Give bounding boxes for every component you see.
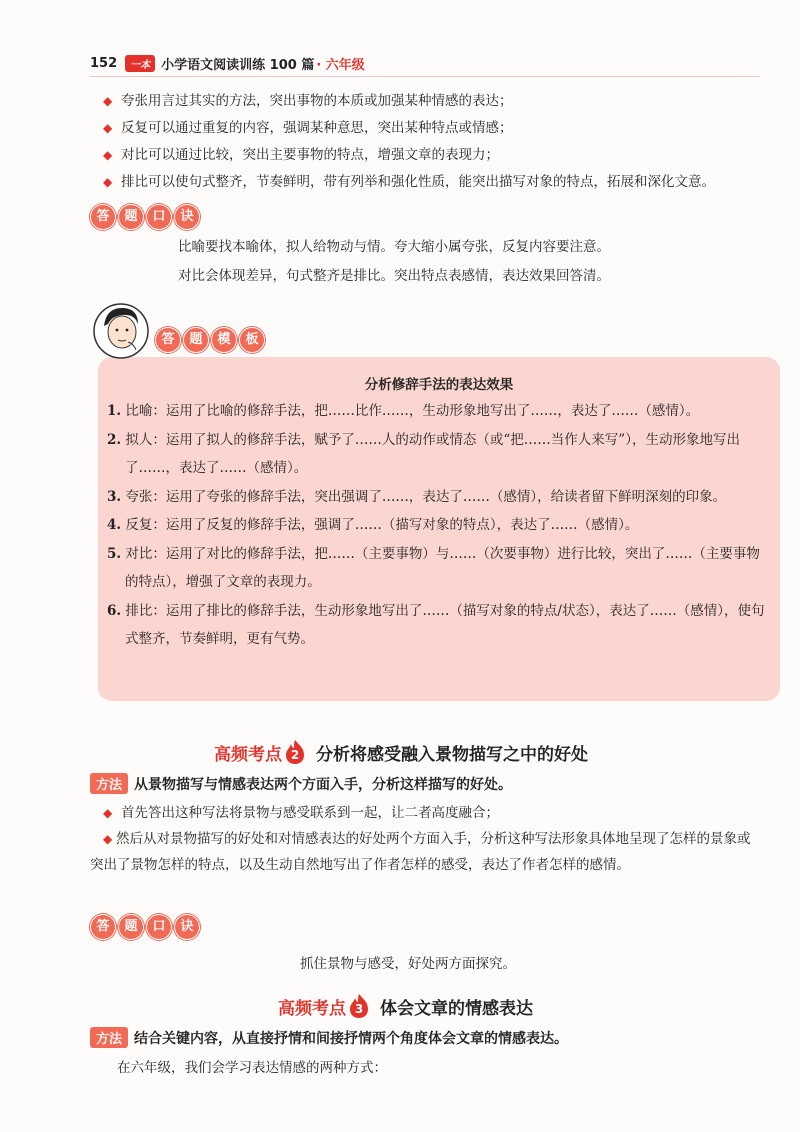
- template-label: 答 题 模 板: [155, 327, 265, 353]
- mnemonic-verse: 比喻要找本喻体，拟人给物动与情。夸大缩小属夸张，反复内容要注意。 对比会体现差异，句式整齐是排比。突出特点表感情，表达效果回答清。: [178, 239, 610, 284]
- list-item: ◆ 排比可以使句式整齐，节奏鲜明，带有列举和强化性质，能突出描写对象的特点，拓展和深化文意。: [103, 169, 763, 196]
- template-item: 1. 比喻：运用了比喻的修辞手法，把……比作……，生动形象地写出了……，表达了……（感情）。: [107, 403, 700, 419]
- method-tag: 方法: [90, 1027, 128, 1048]
- page-number: 152: [90, 55, 118, 71]
- list-item: ◆ 首先答出这种写法将景物与感受联系到一起，让二者高度融合；: [103, 800, 763, 826]
- list-item: ◆ 反复可以通过重复的内容，强调某种意思，突出某种特点或情感；: [103, 115, 763, 142]
- section2-paragraph: ◆ 然后从对景物描写的好处和对情感表达的好处两个方面入手，分析这种写法形象具体地呈现了怎样的景象或突出了景物怎样的特点，以及生动自然地写出了作者怎样的感受，表达了作者怎样的感情。: [90, 831, 751, 873]
- bullet-icon: ◆: [103, 94, 113, 108]
- template-item: 6. 排比：运用了排比的修辞手法，生动形象地写出了……（描写对象的特点/状态），表达了……（感情），使句式整齐，节奏鲜明，更有气势。: [107, 602, 765, 647]
- section-heading-3: 高频考点 3 体会文章的情感表达: [278, 993, 533, 1019]
- mnemonic-label: 答 题 口 诀: [90, 204, 200, 230]
- bullet-icon: ◆: [103, 806, 113, 820]
- section2-list: [103, 800, 763, 826]
- template-item: 5. 对比：运用了对比的修辞手法，把……（主要事物）与……（次要事物）进行比较，突出了……（主要事物的特点），增强了文章的表现力。: [107, 545, 760, 590]
- bullet-icon: ◆: [103, 148, 113, 162]
- template-item: 2. 拟人：运用了拟人的修辞手法，赋予了……人的动作或情态（或“把……当作人来写”），生动形象地写出了……，表达了……（感情）。: [107, 431, 740, 476]
- rhetoric-effects-list: [103, 88, 763, 196]
- header-divider: [90, 76, 760, 77]
- method-line-3: 方法 结合关键内容，从直接抒情和间接抒情两个角度体会文章的情感表达。: [90, 1027, 568, 1048]
- book-title: 小学语文阅读训练 100 篇: [161, 57, 315, 73]
- svg-text:2: 2: [290, 748, 300, 762]
- template-item: 3. 夸张：运用了夸张的修辞手法，突出强调了……，表达了……（感情），给读者留下鲜明深刻的印象。: [107, 488, 727, 505]
- method-line-2: 方法 从景物描写与情感表达两个方面入手，分析这样描写的好处。: [90, 773, 512, 794]
- svg-text:3: 3: [354, 1002, 364, 1016]
- section3-intro: 在六年级，我们会学习表达情感的两种方式：: [117, 1060, 387, 1076]
- bullet-icon: ◆: [103, 121, 113, 135]
- page-header: [90, 52, 365, 74]
- flame-number-icon: [284, 739, 306, 765]
- brand-logo: 一本: [125, 55, 155, 72]
- list-item: ◆ 对比可以通过比较，突出主要事物的特点，增强文章的表现力；: [103, 142, 763, 169]
- template-title: 分析修辞手法的表达效果: [364, 377, 514, 393]
- list-item: ◆ 夸张用言过其实的方法，突出事物的本质或加强某种情感的表达；: [103, 88, 763, 115]
- grade-label: · 六年级: [316, 57, 365, 73]
- mnemonic-label: 答 题 口 诀: [90, 914, 200, 940]
- bullet-icon: ◆: [103, 832, 117, 846]
- mnemonic-verse: 抓住景物与感受，好处两方面探究。: [300, 956, 516, 972]
- bullet-icon: ◆: [103, 175, 113, 189]
- student-avatar-icon: [92, 300, 150, 362]
- template-list: [107, 397, 767, 654]
- template-item: 4. 反复：运用了反复的修辞手法，强调了……（描写对象的特点），表达了……（感情）。: [107, 517, 639, 533]
- method-tag: 方法: [90, 773, 128, 794]
- flame-number-icon: [348, 993, 370, 1019]
- section-heading-2: 高频考点 2 分析将感受融入景物描写之中的好处: [214, 739, 588, 765]
